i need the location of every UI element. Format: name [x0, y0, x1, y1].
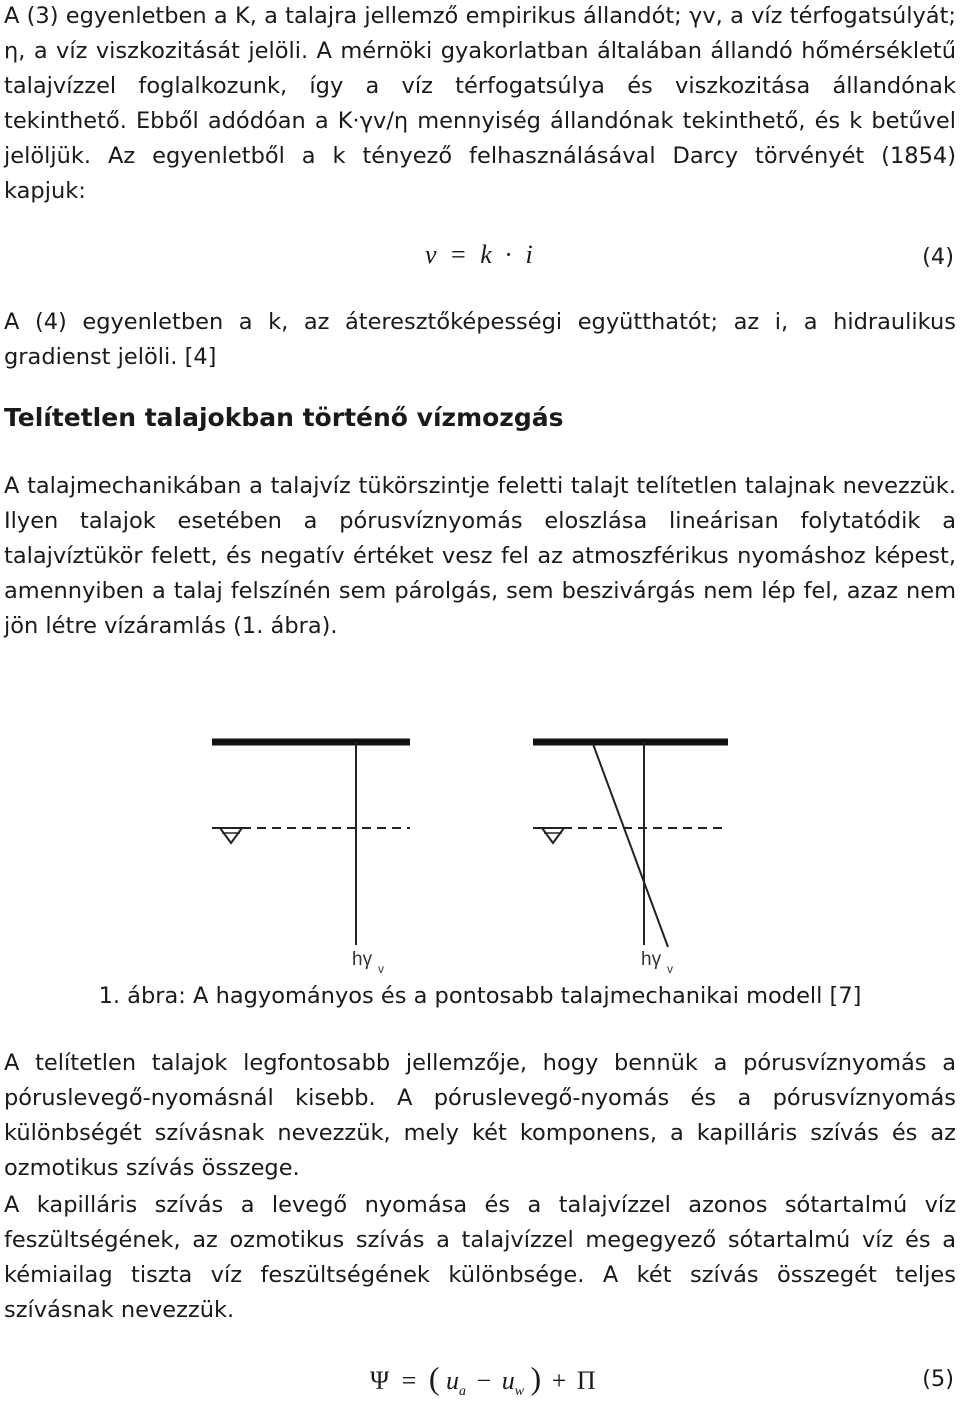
eq4-i: i	[525, 240, 533, 269]
eq5-pi: Π	[576, 1366, 596, 1395]
eq5-uw: u	[501, 1366, 515, 1395]
left-pressure-label-sub: v	[378, 962, 384, 976]
eq5-lparen: (	[428, 1360, 440, 1396]
equation-5-body	[370, 1360, 596, 1400]
section-heading: Telítetlen talajokban történő vízmozgás	[4, 403, 564, 432]
equation-4	[0, 240, 960, 280]
eq5-minus: −	[476, 1366, 492, 1395]
paragraph-unsaturated-soil: A talajmechanikában a talajvíz tükörszintje feletti talajt telítetlen talajnak nevezzük. Ilyen talajok esetében a pórusvíznyomás eloszlása lineárisan folytatódik a talajvíztükör felett, és negatív értéket vesz fel az atmoszférikus nyomáshoz képest, amennyiben a talaj felszínén sem párolgás, sem beszivárgás nem lép fel, azaz nem jön létre vízáramlás (1. ábra).	[4, 473, 956, 639]
right-water-table-symbol-icon	[542, 828, 564, 843]
right-pressure-label-sub: v	[667, 962, 673, 976]
right-pressure-distribution-line	[593, 744, 668, 947]
paragraph-permeability: A (4) egyenletben a k, az áteresztőképességi együtthatót; az i, a hidraulikus gradienst jelöli. [4]	[4, 309, 956, 370]
eq5-ua-sub: a	[459, 1384, 467, 1400]
eq4-v: v	[425, 240, 437, 269]
equation-4-number: (4)	[922, 244, 954, 270]
eq5-psi: Ψ	[370, 1366, 390, 1395]
equation-4-body	[425, 240, 533, 270]
eq5-uw-sub: w	[514, 1384, 525, 1400]
figure-1-caption: 1. ábra: A hagyományos és a pontosabb talajmechanikai modell [7]	[98, 983, 862, 1009]
left-pressure-label: hγ	[352, 949, 373, 970]
eq5-rparen: )	[530, 1360, 542, 1396]
paragraph-suction-definition: A telítetlen talajok legfontosabb jellemzője, hogy bennük a pórusvíznyomás a póruslevegő-nyomásnál kisebb. A póruslevegő-nyomás és a pórusvíznyomás különbségét szívásnak nevezzük, mely két komponens, a kapilláris szívás és az ozmotikus szívás összege.	[4, 1050, 956, 1181]
equation-5-number: (5)	[922, 1366, 954, 1392]
right-pressure-label: hγ	[641, 949, 662, 970]
eq4-dot: ·	[504, 240, 513, 269]
figure-1-diagram	[0, 725, 960, 980]
left-water-table-symbol-icon	[220, 828, 242, 843]
eq4-equals: =	[451, 240, 466, 269]
paragraph-darcy-intro: A (3) egyenletben a K, a talajra jellemző empirikus állandót; γv, a víz térfogatsúlyát; η, a víz viszkozitását jelöli. A mérnöki gyakorlatban általában állandó hőmérsékletű talajvízzel foglalkozunk, így a víz térfogatsúlya és viszkozitása állandónak tekinthető. Ebből adódóan a K·γv/η mennyiség állandónak tekinthető, és k betűvel jelöljük. Az egyenletből a k tényező felhasználásával Darcy törvényét (1854) kapjuk:	[4, 3, 956, 204]
eq4-k: k	[480, 240, 492, 269]
figure-1	[0, 725, 960, 980]
eq5-ua: u	[446, 1366, 460, 1395]
eq5-equals: =	[401, 1366, 417, 1395]
eq5-plus: +	[551, 1366, 567, 1395]
paragraph-capillary-suction: A kapilláris szívás a levegő nyomása és a talajvízzel azonos sótartalmú víz feszültségének, az ozmotikus szívás a talajvízzel megegyező sótartalmú víz és a kémiailag tiszta víz feszültségének különbsége. A két szívás összegét teljes szívásnak nevezzük.	[4, 1192, 956, 1323]
equation-5	[0, 1360, 960, 1400]
